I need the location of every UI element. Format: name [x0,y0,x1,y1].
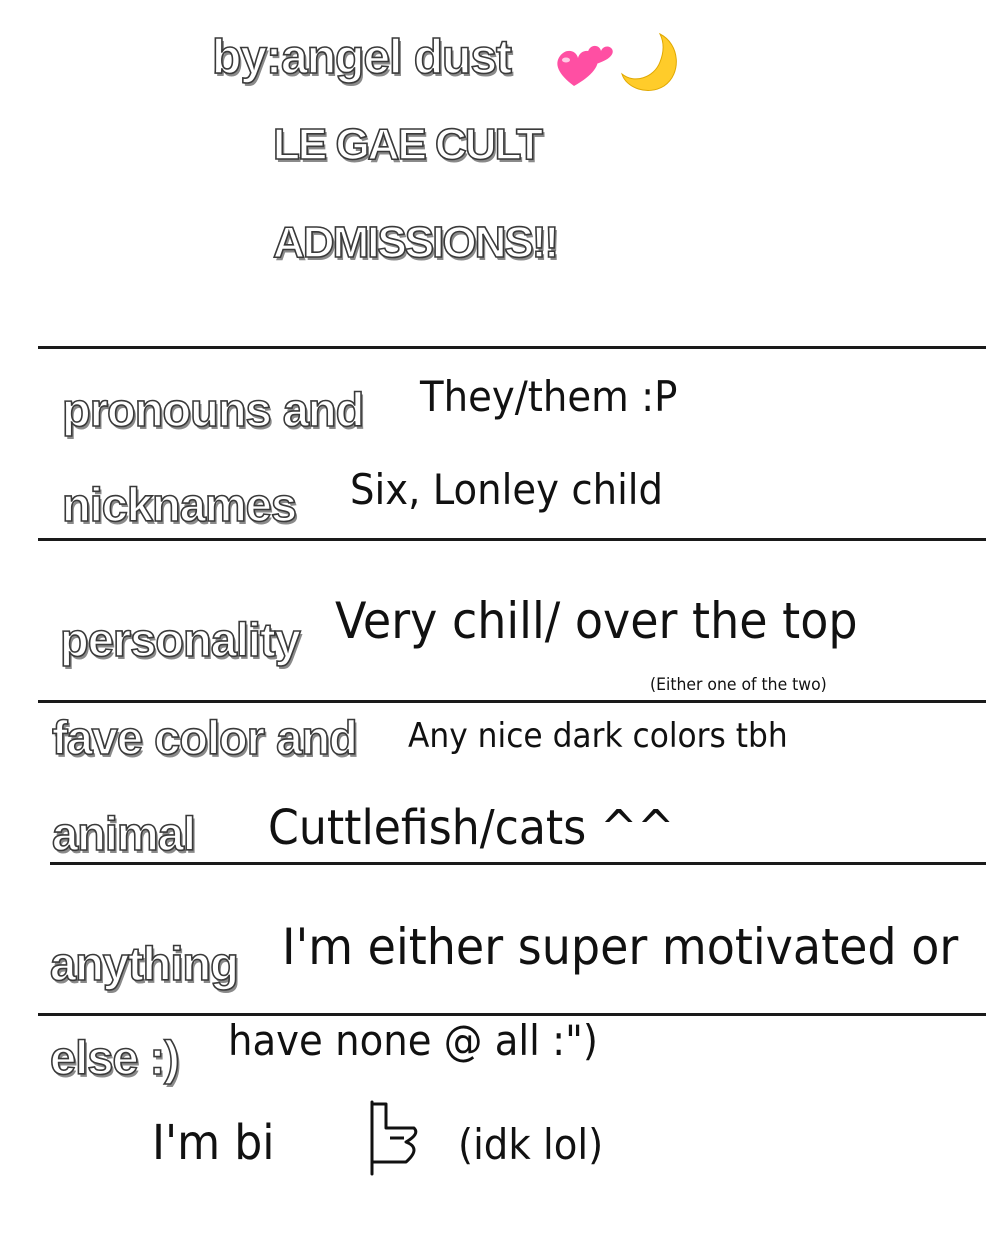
crescent-moon-icon [620,30,684,94]
nicknames-answer: Six, Lonley child [350,465,664,514]
anything-answer-line-2: have none @ all :") [228,1016,598,1065]
anything-label: anything [50,937,238,990]
two-hearts-icon [552,30,616,94]
anything-answer-line-3: I'm bi [152,1115,275,1171]
page-title-line-1: LE GAE CULT [273,120,542,169]
divider-after-personality [38,700,986,703]
byline: by:angel dust [212,31,512,84]
anything-answer-line-1: I'm either super motivated or [282,918,959,976]
animal-label: animal [52,807,195,860]
anything-answer-aside: (idk lol) [458,1120,604,1169]
pronouns-label: pronouns and [62,383,364,436]
divider-after-fave [50,862,986,865]
divider-after-pronouns [38,538,986,541]
personality-note: (Either one of the two) [650,675,827,695]
pronouns-answer: They/them :P [420,372,678,421]
page-title-line-2: ADMISSIONS!! [273,218,557,267]
divider-top [38,346,986,349]
fave-color-label: fave color and [52,711,357,764]
nicknames-label: nicknames [62,478,296,531]
personality-label: personality [60,613,300,666]
animal-answer: Cuttlefish/cats ^^ [268,800,675,856]
fave-color-answer: Any nice dark colors tbh [408,716,788,756]
else-label: else :) [50,1031,179,1084]
bi-flag-doodle-icon [366,1098,422,1178]
personality-answer: Very chill/ over the top [335,592,858,650]
